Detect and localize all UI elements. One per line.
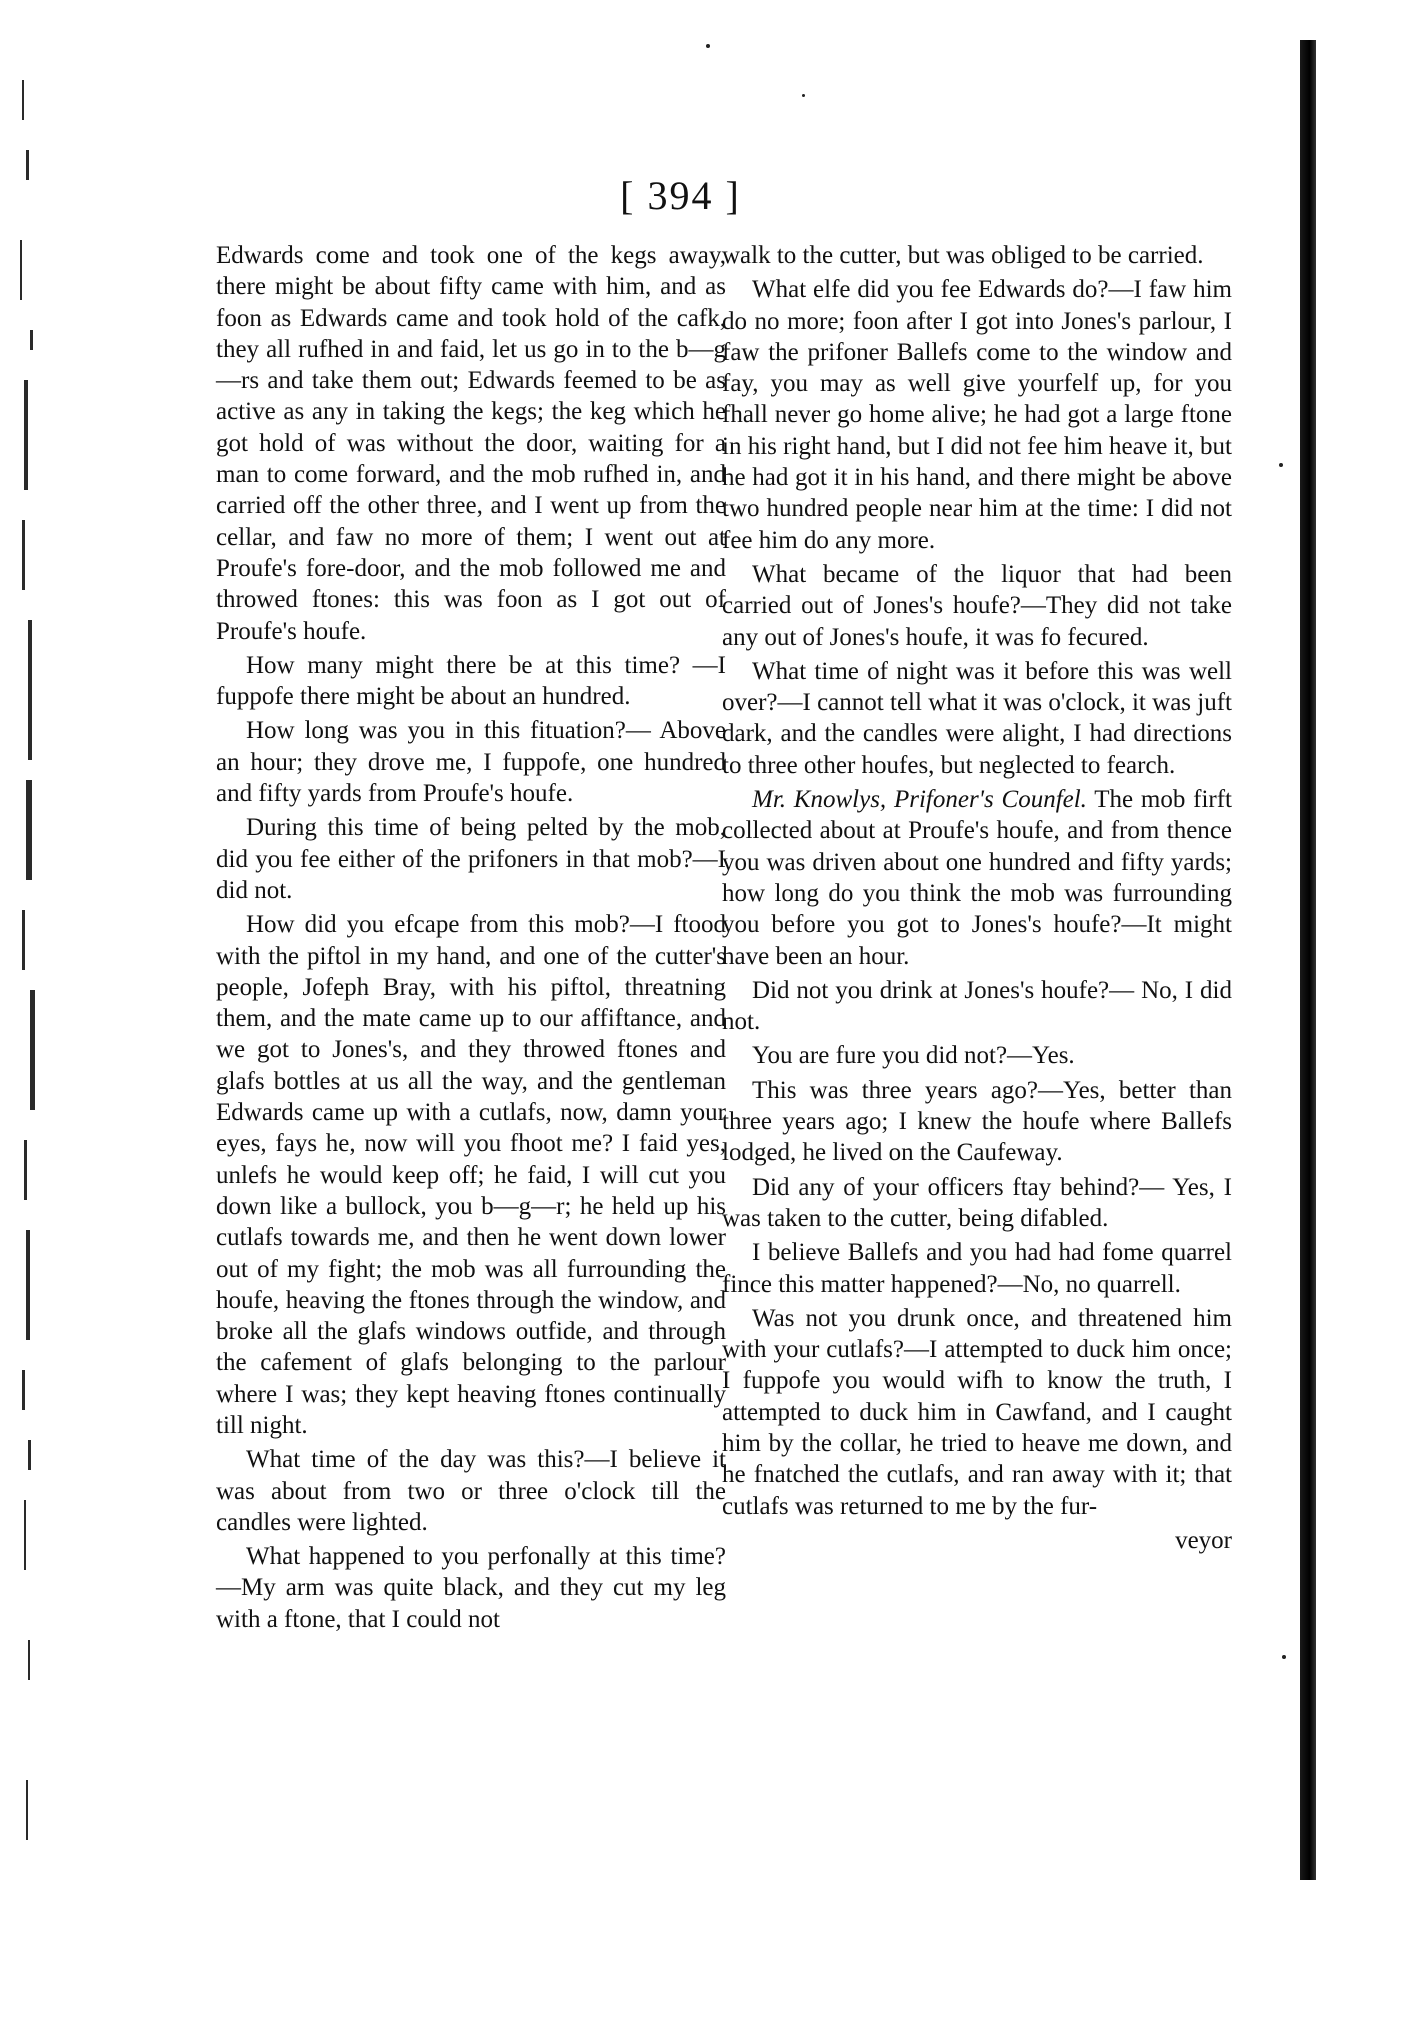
paragraph: What elfe did you fee Edwards do?—I faw him do no more; foon after I got into Jones's parlour, I faw the prifoner Ballefs come to the window and fay, you may as well give yourfelf up, for you fhall never go home alive; he had got a large ftone in his right hand, but I did not fee him heave it, but he had got it in his hand, and there might be above two hundred people near him at the time: I did not fee him do any more. bbox=[722, 276, 1232, 554]
scan-speck bbox=[1282, 1655, 1286, 1659]
left-text-column bbox=[216, 240, 726, 1638]
paragraph: Was not you drunk once, and threatened him with your cutlafs?—I attempted to duck him once; I fuppofe you would wifh to know the truth, I attempted to duck him in Cawfand, and I caught him by the collar, he tried to heave me down, and he fnatched the cutlafs, and ran away with it; that cutlafs was returned to me by the fur- bbox=[722, 1304, 1232, 1520]
speaker-label: Mr. Knowlys, Prifoner's Counfel. bbox=[752, 786, 1087, 814]
paragraph: Did not you drink at Jones's houfe?— No, I did not. bbox=[722, 976, 1232, 1036]
paragraph: This was three years ago?—Yes, better than three years ago; I knew the houfe where Ballefs lodged, he lived on the Caufeway. bbox=[722, 1076, 1232, 1167]
scan-left-edge-marks bbox=[8, 80, 44, 1880]
paragraph: I believe Ballefs and you had had fome quarrel fince this matter happened?—No, no quarrell. bbox=[722, 1239, 1232, 1298]
paragraph: How many might there be at this time? —I fuppofe there might be about an hundred. bbox=[216, 651, 726, 711]
paragraph: Edwards come and took one of the kegs away, there might be about fifty came with him, and as foon as Edwards came and took hold of the cafk, they all rufhed in and faid, let us go in to the b—g—rs and take them out; Edwards feemed to be as active as any in taking the kegs; the keg which he got hold of was without the door, waiting for a man to come forward, and the mob rufhed in, and carried off the other three, and I went up from the cellar, and faw no more of them; I went out at Proufe's fore-door, and the mob followed me and throwed ftones: this was foon as I got out of Proufe's houfe. bbox=[216, 242, 726, 645]
paragraph-text: The mob firft collected about at Proufe's houfe, and from thence you was driven about one hundred and fifty yards; how long do you think the mob was furrounding you before you got to Jones's houfe?—It might have been an hour. bbox=[722, 786, 1232, 970]
catchword: veyor bbox=[1175, 1526, 1232, 1554]
paragraph: How did you efcape from this mob?—I ftood with the piftol in my hand, and one of the cutter's people, Jofeph Bray, with his piftol, threatning them, and the mate came up to our affiftance, and we got to Jones's, and they throwed ftones and glafs bottles at us all the way, and the gentleman Edwards came up with a cutlafs, now, damn your eyes, fays he, now will you fhoot me? I faid yes, unlefs he would keep off; he faid, I will cut you down like a bullock, you b—g—r; he held up his cutlafs towards me, and then he went down lower out of my fight; the mob was all furrounding the houfe, heaving the ftones through the window, and broke all the glafs windows outfide, and through the cafement of glafs belonging to the parlour where I was; they kept heaving ftones continually till night. bbox=[216, 911, 726, 1439]
right-text-column bbox=[722, 240, 1232, 1556]
paragraph: How long was you in this fituation?— Above an hour; they drove me, I fuppofe, one hundred and fifty yards from Proufe's houfe. bbox=[216, 717, 726, 808]
paragraph: What happened to you perfonally at this time?—My arm was quite black, and they cut my leg with a ftone, that I could not bbox=[216, 1543, 726, 1633]
scan-speck bbox=[802, 94, 805, 97]
scan-speck bbox=[1279, 463, 1283, 467]
scan-speck bbox=[706, 44, 710, 48]
paragraph bbox=[722, 784, 1232, 972]
paragraph: During this time of being pelted by the mob, did you fee either of the prifoners in that mob?—I did not. bbox=[216, 814, 726, 904]
page-number: [ 394 ] bbox=[620, 173, 741, 218]
paragraph: Did any of your officers ftay behind?— Yes, I was taken to the cutter, being difabled. bbox=[722, 1173, 1232, 1232]
paragraph: What time of the day was this?—I believe it was about from two or three o'clock till the candles were lighted. bbox=[216, 1446, 726, 1536]
paragraph: What time of night was it before this was well over?—I cannot tell what it was o'clock, it was juft dark, and the candles were alight, I had directions to three other houfes, but neglected to fearch. bbox=[722, 657, 1232, 779]
paragraph: You are fure you did not?—Yes. bbox=[752, 1042, 1075, 1070]
scan-spine-shadow bbox=[1300, 40, 1316, 1880]
paragraph: walk to the cutter, but was obliged to be carried. bbox=[722, 242, 1204, 269]
paragraph: What became of the liquor that had been carried out of Jones's houfe?—They did not take any out of Jones's houfe, it was fo fecured. bbox=[722, 560, 1232, 651]
